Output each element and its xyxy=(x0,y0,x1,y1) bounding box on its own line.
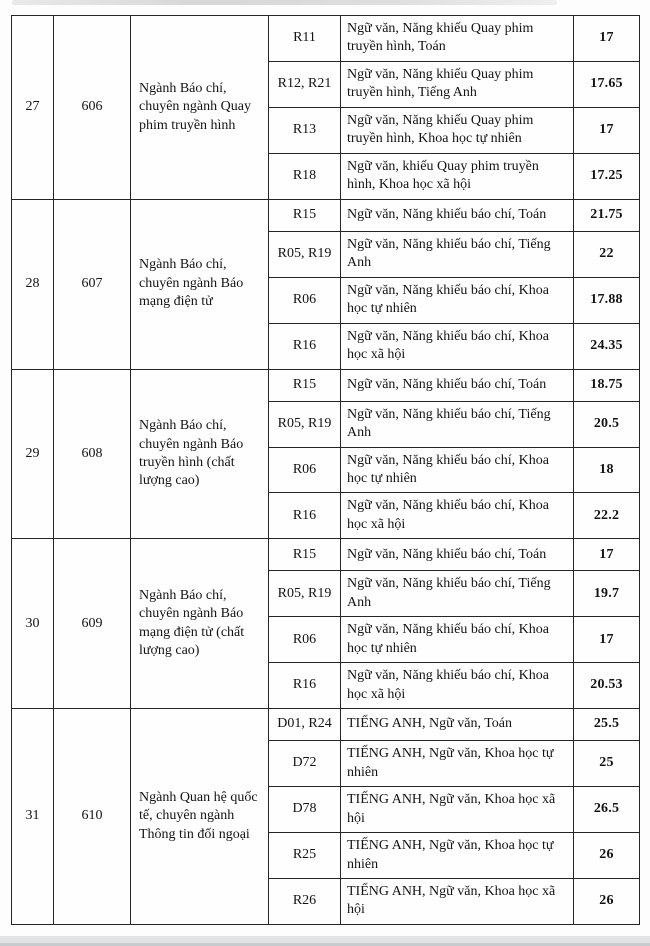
subjects-cell: Ngữ văn, Năng khiếu báo chí, Tiếng Anh xyxy=(341,231,574,277)
subjects-cell: Ngữ văn, Năng khiếu báo chí, Tiếng Anh xyxy=(341,571,574,617)
subjects-cell: Ngữ văn, Năng khiếu báo chí, Toán xyxy=(341,369,574,401)
combo-cell: R11 xyxy=(269,16,341,62)
score-cell: 25 xyxy=(574,741,640,787)
code-cell: 608 xyxy=(54,369,131,539)
stt-cell: 27 xyxy=(12,16,54,200)
subjects-cell: Ngữ văn, Năng khiếu Quay phim truyền hình, Khoa học tự nhiên xyxy=(341,107,574,153)
combo-cell: R05, R19 xyxy=(269,231,341,277)
combo-cell: R15 xyxy=(269,369,341,401)
subjects-cell: Ngữ văn, Năng khiếu Quay phim truyền hình, Tiếng Anh xyxy=(341,61,574,107)
combo-cell: R06 xyxy=(269,617,341,663)
subjects-cell: TIẾNG ANH, Ngữ văn, Toán xyxy=(341,709,574,741)
score-cell: 18.75 xyxy=(574,369,640,401)
combo-cell: R12, R21 xyxy=(269,61,341,107)
code-cell: 607 xyxy=(54,199,131,369)
score-cell: 17.25 xyxy=(574,153,640,199)
stt-cell: 28 xyxy=(12,199,54,369)
score-cell: 20.5 xyxy=(574,401,640,447)
score-cell: 26 xyxy=(574,879,640,925)
score-cell: 25.5 xyxy=(574,709,640,741)
subjects-cell: Ngữ văn, Năng khiếu báo chí, Toán xyxy=(341,199,574,231)
subjects-cell: Ngữ văn, Năng khiếu báo chí, Khoa học tự nhiên xyxy=(341,447,574,493)
combo-cell: R05, R19 xyxy=(269,401,341,447)
major-cell: Ngành Báo chí, chuyên ngành Báo mạng điện tử (chất lượng cao) xyxy=(131,539,269,709)
score-cell: 20.53 xyxy=(574,663,640,709)
subjects-cell: TIẾNG ANH, Ngữ văn, Khoa học tự nhiên xyxy=(341,741,574,787)
score-row xyxy=(12,369,640,401)
major-cell: Ngành Quan hệ quốc tế, chuyên ngành Thông tin đối ngoại xyxy=(131,709,269,925)
subjects-cell: TIẾNG ANH, Ngữ văn, Khoa học tự nhiên xyxy=(341,833,574,879)
score-row xyxy=(12,199,640,231)
score-cell: 21.75 xyxy=(574,199,640,231)
combo-cell: R18 xyxy=(269,153,341,199)
stt-cell: 29 xyxy=(12,369,54,539)
score-row xyxy=(12,539,640,571)
score-cell: 17 xyxy=(574,16,640,62)
score-cell: 17 xyxy=(574,539,640,571)
stt-cell: 31 xyxy=(12,709,54,925)
score-cell: 24.35 xyxy=(574,323,640,369)
score-cell: 18 xyxy=(574,447,640,493)
combo-cell: D01, R24 xyxy=(269,709,341,741)
combo-cell: R15 xyxy=(269,199,341,231)
score-cell: 17 xyxy=(574,107,640,153)
combo-cell: D78 xyxy=(269,787,341,833)
subjects-cell: Ngữ văn, khiếu Quay phim truyền hình, Khoa học xã hội xyxy=(341,153,574,199)
score-cell: 17.88 xyxy=(574,277,640,323)
subjects-cell: Ngữ văn, Năng khiếu báo chí, Toán xyxy=(341,539,574,571)
admission-score-table xyxy=(11,15,640,925)
subjects-cell: Ngữ văn, Năng khiếu báo chí, Khoa học tự nhiên xyxy=(341,617,574,663)
score-cell: 17 xyxy=(574,617,640,663)
code-cell: 606 xyxy=(54,16,131,200)
combo-cell: R16 xyxy=(269,493,341,539)
subjects-cell: Ngữ văn, Năng khiếu báo chí, Khoa học xã hội xyxy=(341,663,574,709)
score-cell: 17.65 xyxy=(574,61,640,107)
score-cell: 26.5 xyxy=(574,787,640,833)
combo-cell: R06 xyxy=(269,447,341,493)
score-row xyxy=(12,16,640,62)
combo-cell: R15 xyxy=(269,539,341,571)
code-cell: 610 xyxy=(54,709,131,925)
score-cell: 19.7 xyxy=(574,571,640,617)
stt-cell: 30 xyxy=(12,539,54,709)
combo-cell: D72 xyxy=(269,741,341,787)
combo-cell: R25 xyxy=(269,833,341,879)
subjects-cell: Ngữ văn, Năng khiếu báo chí, Tiếng Anh xyxy=(341,401,574,447)
combo-cell: R16 xyxy=(269,663,341,709)
subjects-cell: Ngữ văn, Năng khiếu báo chí, Khoa học xã hội xyxy=(341,323,574,369)
subjects-cell: Ngữ văn, Năng khiếu báo chí, Khoa học xã hội xyxy=(341,493,574,539)
major-cell: Ngành Báo chí, chuyên ngành Quay phim truyền hình xyxy=(131,16,269,200)
combo-cell: R13 xyxy=(269,107,341,153)
score-cell: 26 xyxy=(574,833,640,879)
subjects-cell: TIẾNG ANH, Ngữ văn, Khoa học xã hội xyxy=(341,787,574,833)
major-cell: Ngành Báo chí, chuyên ngành Báo truyền hình (chất lượng cao) xyxy=(131,369,269,539)
combo-cell: R05, R19 xyxy=(269,571,341,617)
combo-cell: R06 xyxy=(269,277,341,323)
score-row xyxy=(12,709,640,741)
combo-cell: R16 xyxy=(269,323,341,369)
score-cell: 22 xyxy=(574,231,640,277)
subjects-cell: Ngữ văn, Năng khiếu Quay phim truyền hình, Toán xyxy=(341,16,574,62)
score-cell: 22.2 xyxy=(574,493,640,539)
major-cell: Ngành Báo chí, chuyên ngành Báo mạng điện tử xyxy=(131,199,269,369)
code-cell: 609 xyxy=(54,539,131,709)
subjects-cell: TIẾNG ANH, Ngữ văn, Khoa học xã hội xyxy=(341,879,574,925)
combo-cell: R26 xyxy=(269,879,341,925)
subjects-cell: Ngữ văn, Năng khiếu báo chí, Khoa học tự nhiên xyxy=(341,277,574,323)
scan-artifact-top xyxy=(12,0,557,5)
